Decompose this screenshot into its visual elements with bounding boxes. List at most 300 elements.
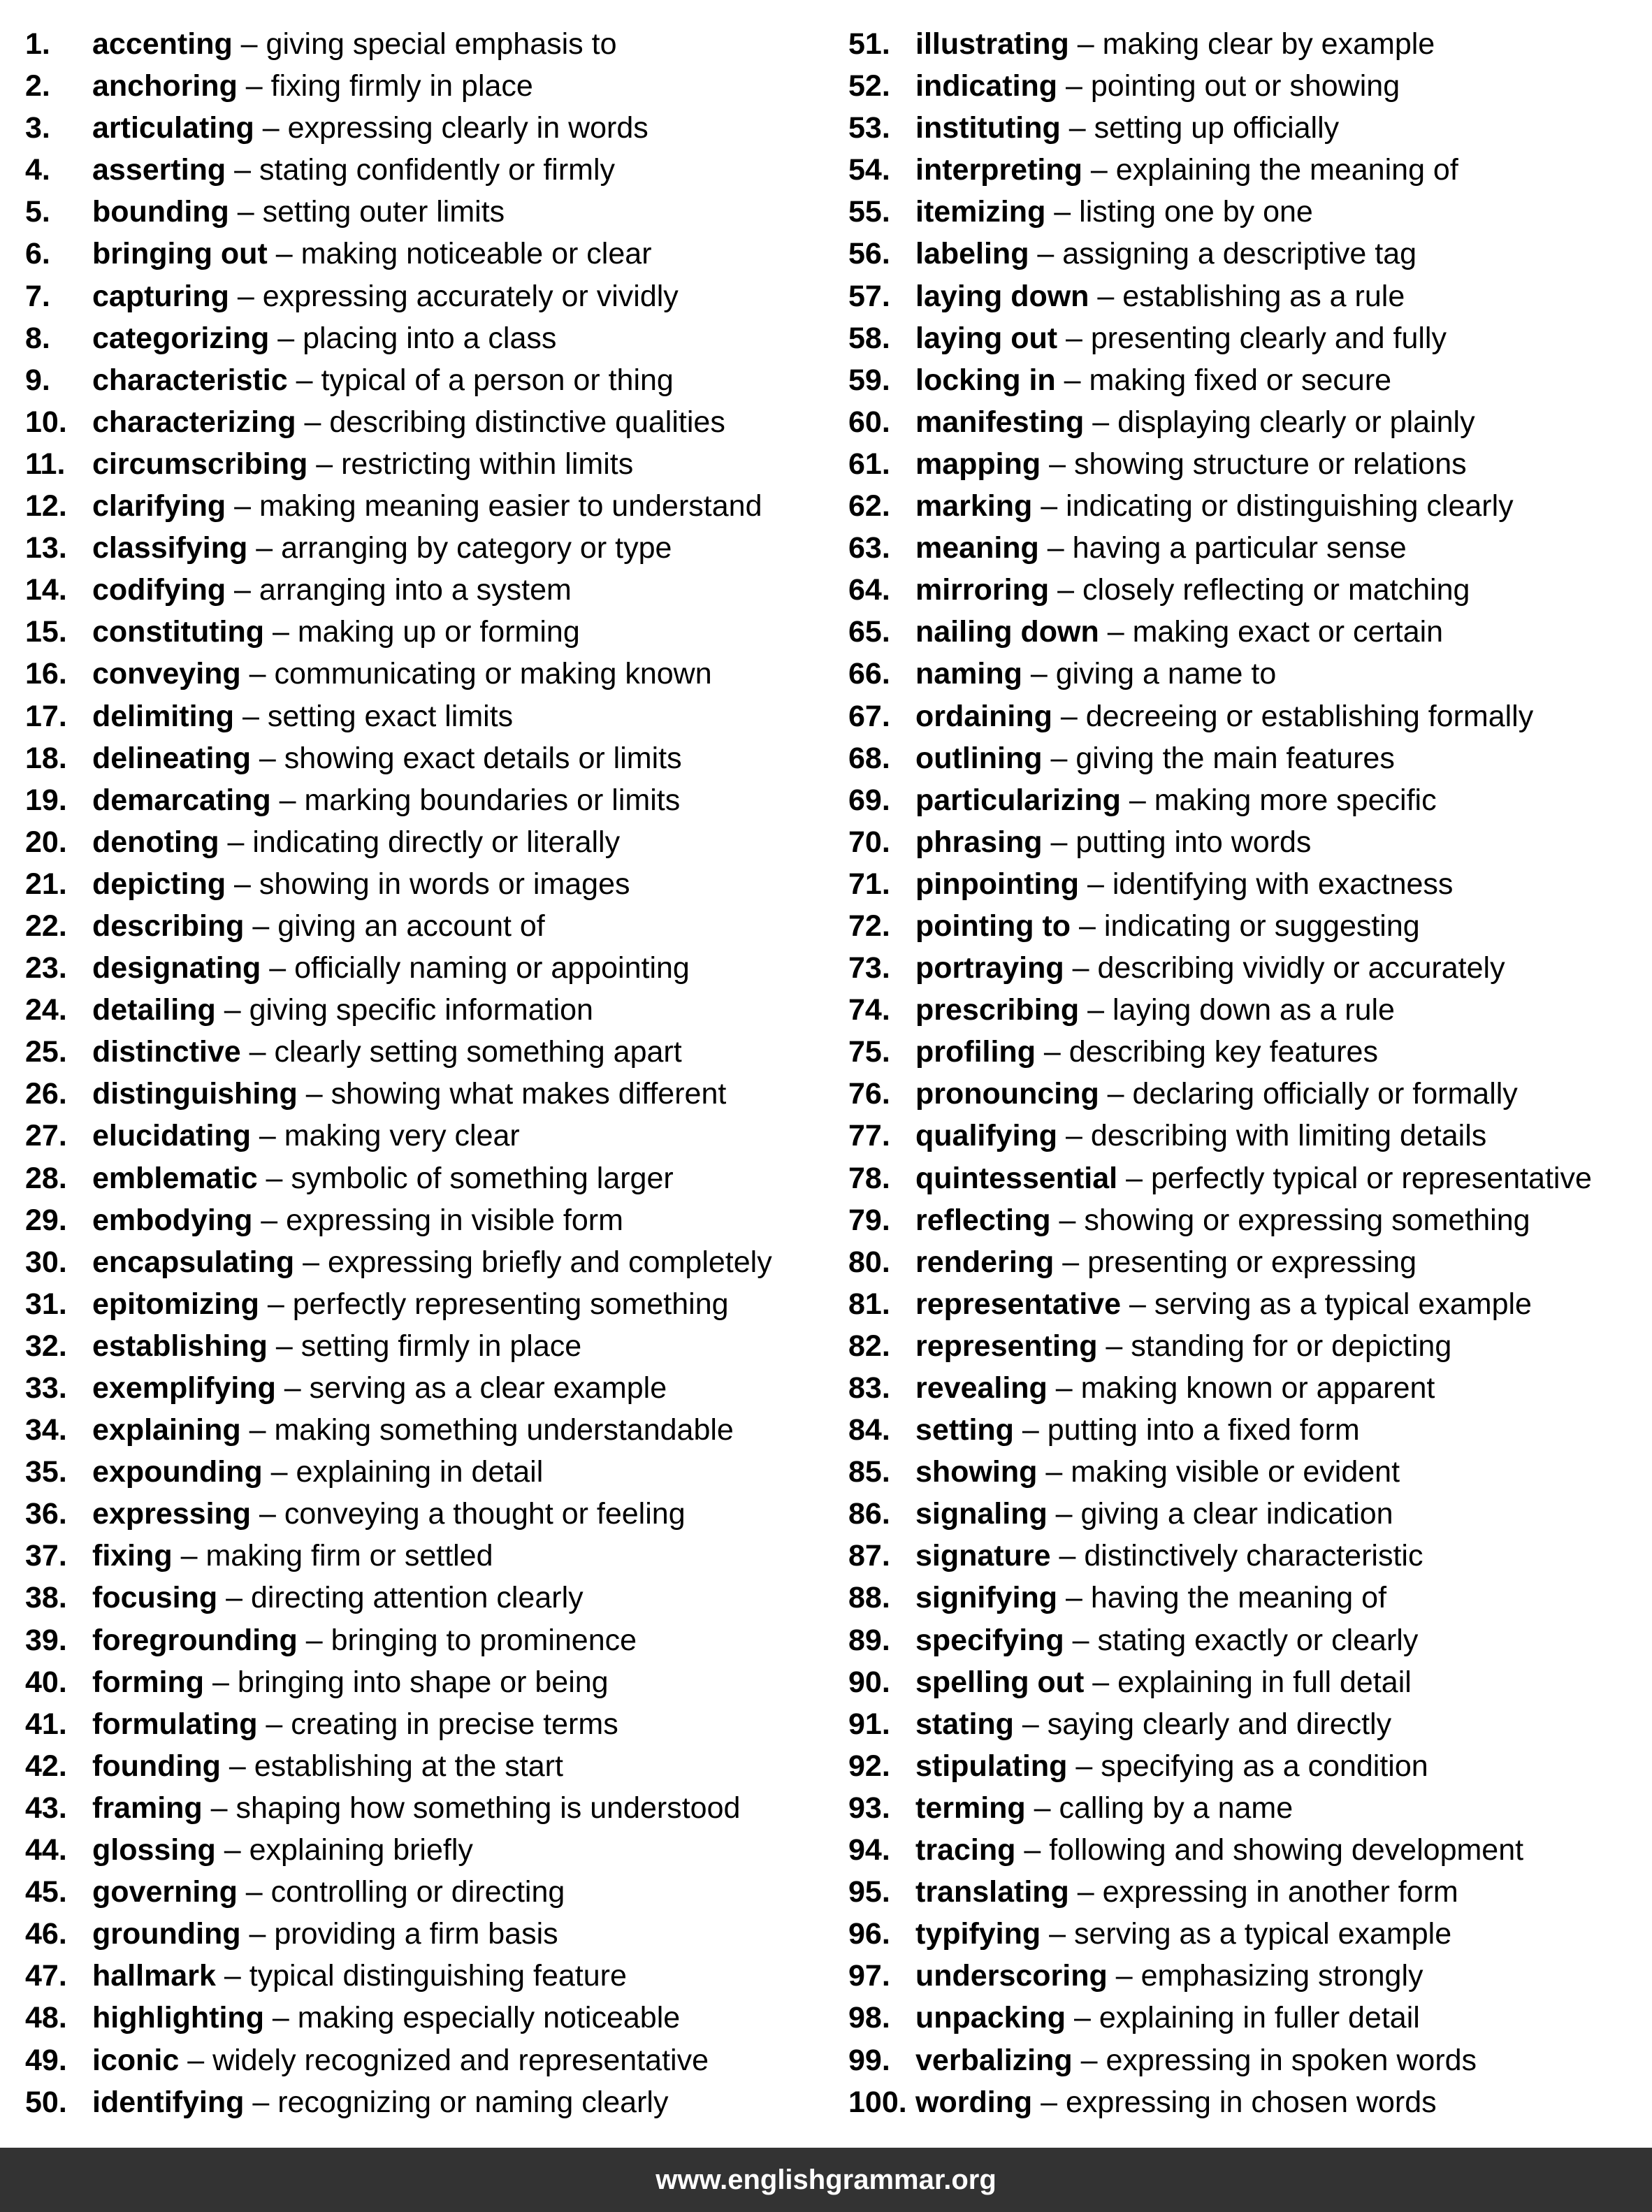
item-separator: – bbox=[232, 27, 266, 61]
item-separator: – bbox=[257, 1161, 291, 1195]
item-number: 95. bbox=[848, 1875, 890, 1909]
item-separator: – bbox=[1042, 825, 1076, 859]
item-entry bbox=[92, 1031, 682, 1073]
item-term: wording bbox=[915, 2085, 1033, 2119]
list-item bbox=[848, 863, 1645, 905]
item-term: instituting bbox=[915, 111, 1061, 145]
item-number: 64. bbox=[848, 573, 890, 607]
item-definition: conveying a thought or feeling bbox=[284, 1497, 686, 1531]
list-item bbox=[25, 359, 829, 401]
item-entry bbox=[92, 737, 682, 779]
item-number: 41. bbox=[25, 1707, 67, 1741]
item-entry bbox=[92, 1703, 618, 1745]
list-item bbox=[848, 695, 1645, 737]
list-item bbox=[848, 653, 1645, 695]
item-term: anchoring bbox=[92, 69, 238, 103]
item-number: 58. bbox=[848, 321, 890, 355]
item-definition: explaining briefly bbox=[249, 1833, 473, 1867]
list-item bbox=[25, 107, 829, 149]
item-separator: – bbox=[275, 1371, 310, 1405]
item-definition: establishing as a rule bbox=[1122, 279, 1405, 313]
item-term: locking in bbox=[915, 363, 1056, 397]
item-number: 37. bbox=[25, 1539, 67, 1573]
list-item bbox=[848, 1997, 1645, 2039]
item-separator: – bbox=[237, 69, 271, 103]
item-term: marking bbox=[915, 489, 1033, 523]
item-separator: – bbox=[252, 1203, 287, 1237]
item-definition: expressing accurately or vividly bbox=[262, 279, 679, 313]
item-number: 88. bbox=[848, 1581, 890, 1615]
item-number: 81. bbox=[848, 1287, 890, 1321]
item-term: demarcating bbox=[92, 783, 271, 817]
item-definition: making noticeable or clear bbox=[300, 237, 652, 271]
item-separator: – bbox=[264, 615, 298, 649]
item-term: pinpointing bbox=[915, 867, 1080, 901]
item-entry bbox=[915, 233, 1416, 275]
item-definition: listing one by one bbox=[1079, 195, 1313, 229]
item-entry bbox=[92, 1871, 565, 1913]
item-separator: – bbox=[254, 111, 288, 145]
item-number: 99. bbox=[848, 2043, 890, 2077]
item-number: 86. bbox=[848, 1497, 890, 1531]
item-entry bbox=[915, 2039, 1477, 2081]
item-definition: serving as a typical example bbox=[1154, 1287, 1532, 1321]
item-number: 57. bbox=[848, 279, 890, 313]
item-separator: – bbox=[247, 531, 282, 565]
item-definition: pointing out or showing bbox=[1090, 69, 1400, 103]
item-separator: – bbox=[263, 2001, 298, 2035]
list-item bbox=[25, 695, 829, 737]
item-number: 55. bbox=[848, 195, 890, 229]
list-item bbox=[848, 275, 1645, 317]
item-entry bbox=[92, 1115, 520, 1157]
item-term: epitomizing bbox=[92, 1287, 259, 1321]
item-definition: distinctively characteristic bbox=[1084, 1539, 1423, 1573]
item-number: 92. bbox=[848, 1749, 890, 1783]
list-item bbox=[25, 1451, 829, 1493]
item-term: expressing bbox=[92, 1497, 252, 1531]
list-item bbox=[25, 1493, 829, 1535]
item-separator: – bbox=[1057, 1119, 1091, 1153]
list-item bbox=[25, 2081, 829, 2123]
item-number: 54. bbox=[848, 153, 890, 187]
list-item bbox=[848, 1325, 1645, 1367]
item-entry bbox=[915, 317, 1447, 359]
word-list-left-column bbox=[25, 23, 829, 2123]
list-item bbox=[848, 233, 1645, 275]
list-item bbox=[848, 1367, 1645, 1409]
item-term: glossing bbox=[92, 1833, 216, 1867]
item-number: 68. bbox=[848, 741, 890, 775]
item-number: 19. bbox=[25, 783, 67, 817]
list-item bbox=[25, 653, 829, 695]
item-entry bbox=[915, 1451, 1400, 1493]
item-definition: showing exact details or limits bbox=[284, 741, 682, 775]
item-separator: – bbox=[226, 867, 259, 901]
list-item bbox=[25, 905, 829, 947]
item-entry bbox=[92, 863, 630, 905]
list-item bbox=[25, 2039, 829, 2081]
item-number: 23. bbox=[25, 951, 67, 985]
item-separator: – bbox=[1084, 1665, 1118, 1699]
list-item bbox=[848, 1955, 1645, 1997]
item-entry bbox=[92, 821, 620, 863]
item-entry bbox=[915, 1325, 1451, 1367]
item-definition: giving specific information bbox=[249, 993, 593, 1027]
item-term: asserting bbox=[92, 153, 226, 187]
item-number: 63. bbox=[848, 531, 890, 565]
item-definition: bringing into shape or being bbox=[237, 1665, 609, 1699]
item-separator: – bbox=[1013, 1413, 1048, 1447]
word-list-right-column bbox=[848, 23, 1645, 2123]
item-entry bbox=[915, 275, 1405, 317]
list-item bbox=[25, 947, 829, 989]
item-separator: – bbox=[1045, 195, 1080, 229]
item-term: circumscribing bbox=[92, 447, 308, 481]
list-item bbox=[848, 1031, 1645, 1073]
item-separator: – bbox=[1054, 1245, 1088, 1279]
item-separator: – bbox=[215, 1959, 249, 1993]
list-item bbox=[848, 2081, 1645, 2123]
item-definition: arranging by category or type bbox=[281, 531, 672, 565]
item-separator: – bbox=[1082, 153, 1116, 187]
item-number: 36. bbox=[25, 1497, 67, 1531]
item-definition: symbolic of something larger bbox=[291, 1161, 674, 1195]
item-number: 74. bbox=[848, 993, 890, 1027]
item-number: 12. bbox=[25, 489, 67, 523]
item-term: iconic bbox=[92, 2043, 180, 2077]
item-term: representing bbox=[915, 1329, 1098, 1363]
list-item bbox=[25, 1199, 829, 1241]
item-definition: placing into a class bbox=[303, 321, 557, 355]
item-definition: expressing in visible form bbox=[286, 1203, 623, 1237]
item-entry bbox=[92, 1535, 493, 1577]
item-entry bbox=[92, 1325, 581, 1367]
item-number: 83. bbox=[848, 1371, 890, 1405]
item-entry bbox=[915, 23, 1435, 65]
item-number: 24. bbox=[25, 993, 67, 1027]
item-definition: expressing in another form bbox=[1102, 1875, 1458, 1909]
item-number: 67. bbox=[848, 699, 890, 733]
item-term: manifesting bbox=[915, 405, 1085, 439]
item-entry bbox=[92, 779, 680, 821]
item-term: outlining bbox=[915, 741, 1043, 775]
list-item bbox=[25, 1913, 829, 1955]
list-item bbox=[25, 1367, 829, 1409]
item-term: clarifying bbox=[92, 489, 226, 523]
item-separator: – bbox=[244, 2085, 278, 2119]
item-separator: – bbox=[237, 1875, 271, 1909]
item-entry bbox=[92, 1829, 473, 1871]
item-definition: describing with limiting details bbox=[1090, 1119, 1487, 1153]
list-item bbox=[848, 527, 1645, 569]
item-separator: – bbox=[1072, 2043, 1106, 2077]
item-term: focusing bbox=[92, 1581, 218, 1615]
item-entry bbox=[915, 1787, 1293, 1829]
item-definition: showing in words or images bbox=[259, 867, 630, 901]
item-definition: specifying as a condition bbox=[1101, 1749, 1428, 1783]
list-item bbox=[848, 317, 1645, 359]
item-separator: – bbox=[219, 825, 253, 859]
item-number: 65. bbox=[848, 615, 890, 649]
item-entry bbox=[915, 1913, 1451, 1955]
item-definition: putting into a fixed form bbox=[1047, 1413, 1360, 1447]
item-number: 60. bbox=[848, 405, 890, 439]
item-entry bbox=[915, 1367, 1435, 1409]
item-separator: – bbox=[1057, 69, 1091, 103]
item-definition: marking boundaries or limits bbox=[304, 783, 681, 817]
item-number: 96. bbox=[848, 1917, 890, 1951]
list-item bbox=[848, 779, 1645, 821]
item-separator: – bbox=[1066, 2001, 1099, 2035]
list-item bbox=[25, 23, 829, 65]
list-item bbox=[848, 1619, 1645, 1661]
item-entry bbox=[92, 2081, 668, 2123]
item-separator: – bbox=[259, 1287, 293, 1321]
item-separator: – bbox=[215, 993, 249, 1027]
item-term: tracing bbox=[915, 1833, 1016, 1867]
list-item bbox=[25, 65, 829, 107]
item-term: expounding bbox=[92, 1455, 263, 1489]
item-separator: – bbox=[1032, 2085, 1066, 2119]
item-number: 15. bbox=[25, 615, 67, 649]
item-number: 34. bbox=[25, 1413, 67, 1447]
item-number: 26. bbox=[25, 1077, 67, 1111]
item-definition: indicating or suggesting bbox=[1103, 909, 1420, 943]
list-item bbox=[25, 1703, 829, 1745]
item-entry bbox=[92, 1619, 637, 1661]
item-entry bbox=[915, 1745, 1428, 1787]
footer-website-url: www.englishgrammar.org bbox=[655, 2164, 997, 2195]
item-number: 30. bbox=[25, 1245, 67, 1279]
item-entry bbox=[915, 1535, 1423, 1577]
item-entry bbox=[92, 905, 545, 947]
item-separator: – bbox=[229, 195, 263, 229]
item-definition: showing what makes different bbox=[331, 1077, 727, 1111]
item-entry bbox=[92, 1745, 563, 1787]
list-item bbox=[25, 1241, 829, 1283]
list-item bbox=[848, 65, 1645, 107]
item-entry bbox=[915, 653, 1276, 695]
item-entry bbox=[915, 149, 1458, 191]
item-separator: – bbox=[1037, 1455, 1071, 1489]
item-number: 71. bbox=[848, 867, 890, 901]
item-entry bbox=[92, 65, 533, 107]
item-entry bbox=[92, 611, 580, 653]
item-entry bbox=[92, 317, 556, 359]
item-definition: typical distinguishing feature bbox=[249, 1959, 627, 1993]
item-term: pointing to bbox=[915, 909, 1071, 943]
item-separator: – bbox=[220, 1749, 254, 1783]
item-number: 18. bbox=[25, 741, 67, 775]
item-term: encapsulating bbox=[92, 1245, 295, 1279]
item-definition: giving the main features bbox=[1075, 741, 1395, 775]
item-number: 39. bbox=[25, 1623, 67, 1657]
item-term: founding bbox=[92, 1749, 221, 1783]
list-item bbox=[848, 1241, 1645, 1283]
item-number: 11. bbox=[25, 447, 66, 481]
item-separator: – bbox=[1035, 1035, 1069, 1069]
list-item bbox=[848, 485, 1645, 527]
item-separator: – bbox=[1041, 447, 1074, 481]
item-number: 47. bbox=[25, 1959, 67, 1993]
item-term: quintessential bbox=[915, 1161, 1118, 1195]
item-number: 89. bbox=[848, 1623, 890, 1657]
list-item bbox=[848, 443, 1645, 485]
item-term: meaning bbox=[915, 531, 1039, 565]
item-term: establishing bbox=[92, 1329, 268, 1363]
item-entry bbox=[915, 443, 1467, 485]
list-item bbox=[848, 1409, 1645, 1451]
item-term: signaling bbox=[915, 1497, 1048, 1531]
item-term: nailing down bbox=[915, 615, 1099, 649]
item-definition: restricting within limits bbox=[341, 447, 634, 481]
item-entry bbox=[92, 1073, 726, 1115]
item-term: foregrounding bbox=[92, 1623, 298, 1657]
item-number: 6. bbox=[25, 237, 50, 271]
item-entry bbox=[92, 989, 593, 1031]
item-number: 72. bbox=[848, 909, 890, 943]
item-number: 32. bbox=[25, 1329, 67, 1363]
list-item bbox=[848, 191, 1645, 233]
list-item bbox=[848, 1871, 1645, 1913]
list-item bbox=[25, 1661, 829, 1703]
item-separator: – bbox=[1089, 279, 1123, 313]
item-definition: describing key features bbox=[1068, 1035, 1378, 1069]
item-definition: explaining in detail bbox=[296, 1455, 544, 1489]
item-entry bbox=[92, 1241, 772, 1283]
item-number: 8. bbox=[25, 321, 50, 355]
list-item bbox=[848, 905, 1645, 947]
item-term: denoting bbox=[92, 825, 219, 859]
item-definition: serving as a typical example bbox=[1073, 1917, 1452, 1951]
item-entry bbox=[915, 947, 1505, 989]
item-number: 7. bbox=[25, 279, 50, 313]
item-number: 90. bbox=[848, 1665, 890, 1699]
item-term: profiling bbox=[915, 1035, 1036, 1069]
item-term: distinctive bbox=[92, 1035, 241, 1069]
list-item bbox=[25, 149, 829, 191]
item-definition: making especially noticeable bbox=[297, 2001, 681, 2035]
item-separator: – bbox=[1060, 111, 1094, 145]
item-term: signature bbox=[915, 1539, 1051, 1573]
list-item bbox=[848, 1661, 1645, 1703]
item-definition: giving a clear indication bbox=[1080, 1497, 1393, 1531]
item-definition: stating exactly or clearly bbox=[1097, 1623, 1419, 1657]
list-item bbox=[848, 1199, 1645, 1241]
list-item bbox=[25, 275, 829, 317]
item-term: delineating bbox=[92, 741, 251, 775]
item-term: spelling out bbox=[915, 1665, 1085, 1699]
item-entry bbox=[915, 485, 1514, 527]
item-entry bbox=[92, 1661, 609, 1703]
item-term: forming bbox=[92, 1665, 205, 1699]
item-term: specifying bbox=[915, 1623, 1064, 1657]
list-item bbox=[848, 1829, 1645, 1871]
list-item bbox=[25, 527, 829, 569]
item-separator: – bbox=[1064, 1623, 1098, 1657]
item-entry bbox=[915, 191, 1313, 233]
item-term: designating bbox=[92, 951, 261, 985]
list-item bbox=[848, 1787, 1645, 1829]
item-entry bbox=[915, 401, 1475, 443]
item-separator: – bbox=[240, 1413, 275, 1447]
item-separator: – bbox=[204, 1665, 238, 1699]
list-item bbox=[25, 317, 829, 359]
item-number: 91. bbox=[848, 1707, 890, 1741]
item-separator: – bbox=[1041, 1917, 1074, 1951]
item-term: bringing out bbox=[92, 237, 268, 271]
item-separator: – bbox=[267, 237, 301, 271]
item-entry bbox=[915, 1829, 1523, 1871]
item-term: hallmark bbox=[92, 1959, 216, 1993]
item-separator: – bbox=[1064, 951, 1098, 985]
item-term: reflecting bbox=[915, 1203, 1051, 1237]
item-definition: standing for or depicting bbox=[1131, 1329, 1452, 1363]
list-item bbox=[25, 779, 829, 821]
item-term: mapping bbox=[915, 447, 1041, 481]
item-separator: – bbox=[270, 783, 305, 817]
item-term: mirroring bbox=[915, 573, 1050, 607]
item-definition: making clear by example bbox=[1102, 27, 1435, 61]
item-number: 84. bbox=[848, 1413, 890, 1447]
item-entry bbox=[92, 947, 690, 989]
item-entry bbox=[92, 149, 615, 191]
item-definition: assigning a descriptive tag bbox=[1062, 237, 1417, 271]
item-number: 61. bbox=[848, 447, 890, 481]
item-term: characteristic bbox=[92, 363, 288, 397]
item-term: distinguishing bbox=[92, 1077, 298, 1111]
item-definition: setting up officially bbox=[1094, 111, 1340, 145]
item-entry bbox=[915, 1031, 1378, 1073]
item-separator: – bbox=[307, 447, 342, 481]
item-separator: – bbox=[1052, 699, 1086, 733]
item-term: qualifying bbox=[915, 1119, 1058, 1153]
item-term: detailing bbox=[92, 993, 216, 1027]
item-term: characterizing bbox=[92, 405, 296, 439]
list-item bbox=[25, 989, 829, 1031]
item-separator: – bbox=[1032, 489, 1066, 523]
item-number: 40. bbox=[25, 1665, 67, 1699]
item-definition: perfectly representing something bbox=[292, 1287, 729, 1321]
list-item bbox=[25, 233, 829, 275]
item-definition: calling by a name bbox=[1059, 1791, 1294, 1825]
item-entry bbox=[92, 1997, 680, 2039]
item-definition: making exact or certain bbox=[1132, 615, 1444, 649]
item-definition: setting outer limits bbox=[262, 195, 505, 229]
item-separator: – bbox=[1117, 1161, 1151, 1195]
item-entry bbox=[915, 65, 1400, 107]
item-definition: making more specific bbox=[1154, 783, 1437, 817]
item-separator: – bbox=[234, 699, 268, 733]
item-entry bbox=[915, 611, 1443, 653]
item-separator: – bbox=[202, 1791, 236, 1825]
list-item bbox=[848, 737, 1645, 779]
item-number: 10. bbox=[25, 405, 67, 439]
item-separator: – bbox=[226, 153, 260, 187]
item-number: 13. bbox=[25, 531, 67, 565]
item-term: portraying bbox=[915, 951, 1064, 985]
item-entry bbox=[92, 1787, 740, 1829]
item-definition: shaping how something is understood bbox=[236, 1791, 741, 1825]
item-number: 35. bbox=[25, 1455, 67, 1489]
item-number: 78. bbox=[848, 1161, 890, 1195]
item-term: describing bbox=[92, 909, 245, 943]
item-entry bbox=[915, 1577, 1386, 1619]
list-item bbox=[848, 359, 1645, 401]
item-definition: indicating or distinguishing clearly bbox=[1066, 489, 1514, 523]
item-separator: – bbox=[1097, 1329, 1131, 1363]
